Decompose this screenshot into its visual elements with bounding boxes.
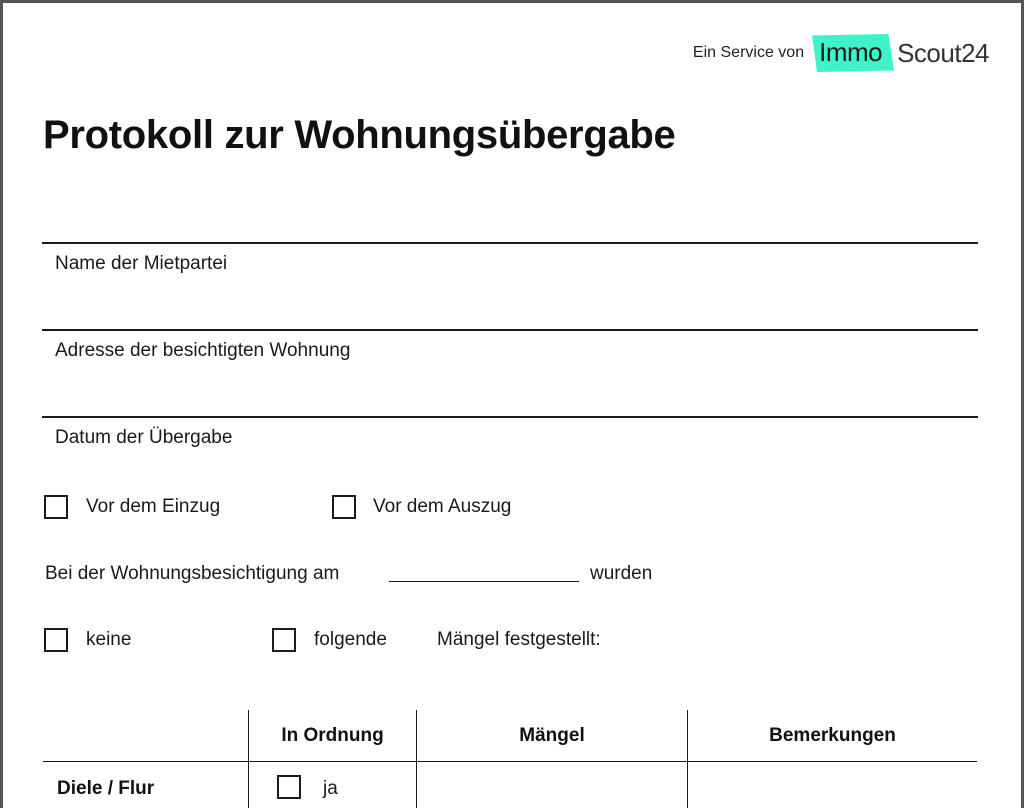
header-maengel: Mängel [519, 725, 585, 746]
field-divider [42, 242, 978, 244]
tenant-name-field[interactable] [42, 279, 978, 327]
brand-prefix: Ein Service von [692, 44, 805, 61]
room-label: Diele / Flur [57, 778, 155, 799]
field-divider [42, 329, 978, 331]
following-defects-label: folgende [314, 629, 387, 650]
room-ok-label: ja [323, 778, 338, 799]
inspection-date-blank[interactable] [389, 581, 579, 582]
before-move-in-checkbox[interactable] [44, 495, 68, 519]
defects-found-label: Mängel festgestellt: [437, 629, 601, 650]
inspection-sentence-end: wurden [590, 563, 653, 584]
before-move-out-checkbox[interactable] [332, 495, 356, 519]
no-defects-label: keine [86, 629, 132, 650]
room-remarks-cell[interactable] [688, 762, 977, 808]
brand-logo-scout24: Scout24 [897, 37, 989, 68]
date-field[interactable] [42, 453, 978, 481]
before-move-out-label: Vor dem Auszug [373, 496, 512, 517]
address-label: Adresse der besichtigten Wohnung [55, 340, 351, 361]
document-title: Protokoll zur Wohnungsübergabe [43, 113, 676, 157]
room-defects-cell[interactable] [417, 762, 687, 808]
header-bemerkungen: Bemerkungen [769, 725, 896, 746]
header-in-ordnung: In Ordnung [281, 725, 384, 746]
no-defects-checkbox[interactable] [44, 628, 68, 652]
field-divider [42, 416, 978, 418]
following-defects-checkbox[interactable] [272, 628, 296, 652]
inspection-sentence-start: Bei der Wohnungsbesichtigung am [45, 563, 340, 584]
brand-logo-immo: Immo [812, 34, 894, 72]
address-field[interactable] [42, 366, 978, 414]
brand-logo [693, 33, 989, 73]
before-move-in-label: Vor dem Einzug [86, 496, 221, 517]
room-ok-checkbox[interactable] [277, 775, 301, 799]
date-label: Datum der Übergabe [55, 427, 233, 448]
tenant-name-label: Name der Mietpartei [55, 253, 228, 274]
